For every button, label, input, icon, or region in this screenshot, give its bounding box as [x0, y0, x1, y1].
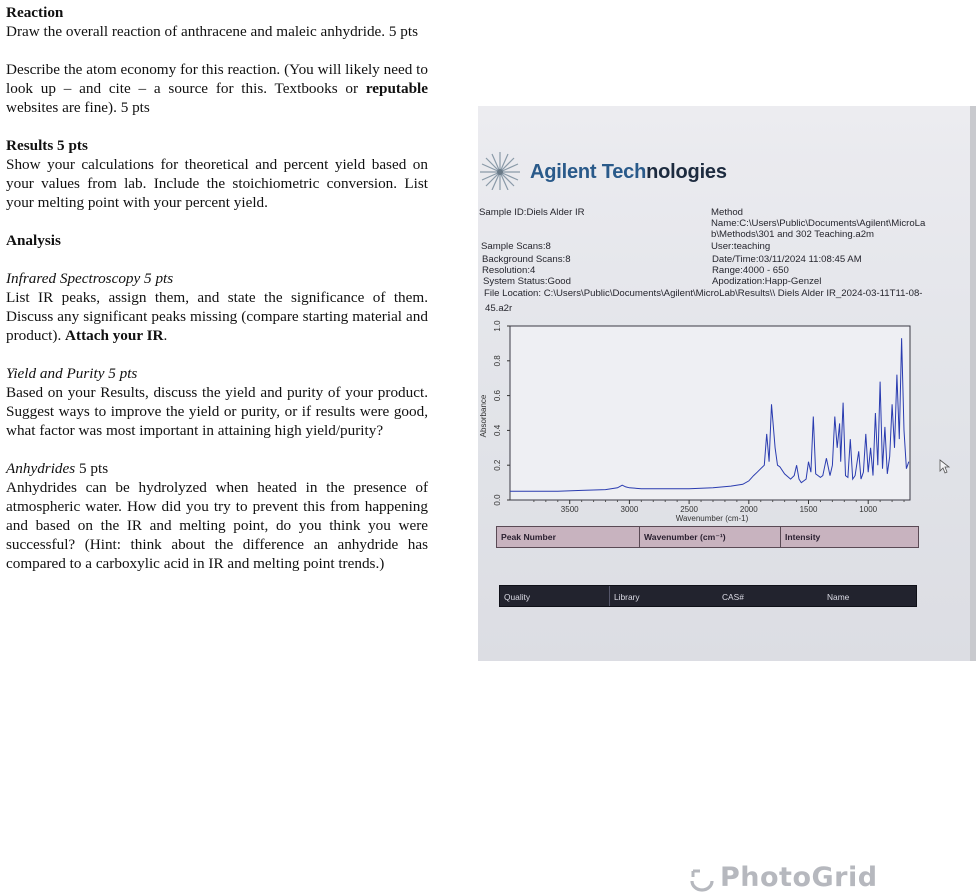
y-tick-label: 0.6: [493, 390, 502, 402]
ir-report-photo: [478, 106, 976, 661]
apodization: Apodization:Happ-Genzel: [712, 276, 822, 287]
sample-id: Sample ID:Diels Alder IR: [479, 207, 585, 218]
name-header: Name: [827, 592, 850, 602]
method-label: Method: [711, 207, 743, 218]
ir-prompt: [6, 288, 428, 345]
plot-frame: [510, 326, 910, 500]
range: Range:4000 - 650: [712, 265, 789, 276]
ir-spectrum-chart: [478, 311, 976, 526]
agilent-logo-text: Agilent Technologies: [530, 161, 727, 183]
x-tick-label: 3500: [560, 505, 579, 514]
library-header: Library: [614, 592, 640, 602]
x-axis-label: Wavenumber (cm-1): [675, 514, 749, 523]
x-tick-label: 2500: [680, 505, 699, 514]
reaction-heading: Reaction: [6, 4, 64, 21]
library-table-header: [499, 585, 917, 607]
x-tick-label: 2000: [739, 505, 758, 514]
x-tick-label: 3000: [620, 505, 639, 514]
y-tick-label: 1.0: [493, 320, 502, 332]
y-tick-label: 0.8: [493, 355, 502, 367]
date-time: Date/Time:03/11/2024 11:08:45 AM: [712, 254, 862, 265]
results-heading: Results 5 pts: [6, 137, 88, 154]
quality-header: Quality: [500, 586, 610, 606]
atom-economy-text: Describe the atom economy for this reaction. (You will likely need to look up – and cite – a source for this. Textbooks or: [6, 61, 428, 97]
ir-prompt-end: .: [163, 327, 168, 344]
y-tick-label: 0.0: [493, 494, 502, 506]
peak-table-header: [496, 526, 919, 548]
file-location: File Location: C:\Users\Public\Documents\Agilent\MicroLab\Results\\ Diels Alder IR_2024-03-11T11-08-: [484, 288, 923, 299]
ir-prompt-text: List IR peaks, assign them, and state the significance of them. Discuss any significant peaks missing (compare starting material and product).: [6, 289, 428, 344]
results-prompt: Show your calculations for theoretical and percent yield based on your values from lab. Include the stoichiometric conversion. List your melting point with your percent yield.: [6, 156, 428, 211]
anhydrides-pts: 5 pts: [78, 460, 109, 477]
y-tick-label: 0.4: [493, 424, 502, 436]
intensity-header: Intensity: [785, 532, 821, 542]
background-scans: Background Scans:8: [482, 254, 571, 265]
assignment-text: [6, 3, 428, 573]
anhydrides-prompt: Anhydrides can be hydrolyzed when heated in the presence of atmospheric water. How did you try to prevent this from happening and based on the IR and melting point, do you think you were successful? (Hint: think about the difference an anhydride has compared to a carboxylic acid in IR and melting point trends.): [6, 479, 428, 572]
method-name-1: Name:C:\Users\Public\Documents\Agilent\MicroLa: [711, 218, 926, 229]
yield-prompt: Based on your Results, discuss the yield and purity of your product. Suggest ways to improve the yield or purity, or if results were good, what factor was most important in attaining high yield/purity?: [6, 384, 428, 439]
file-location-2: 45.a2r: [485, 303, 513, 314]
ir-heading: Infrared Spectroscopy 5 pts: [6, 270, 174, 287]
anhydrides-heading-line: [6, 459, 428, 478]
yield-heading: Yield and Purity 5 pts: [6, 365, 138, 382]
photogrid-watermark: PhotoGrid: [720, 862, 878, 893]
x-tick-label: 1000: [859, 505, 878, 514]
peak-number-header: Peak Number: [497, 527, 640, 547]
y-tick-label: 0.2: [493, 459, 502, 471]
cas-header: CAS#: [722, 592, 744, 602]
atom-economy-prompt: [6, 60, 428, 117]
user: User:teaching: [711, 241, 771, 252]
mouse-cursor-icon: [939, 459, 951, 475]
wavenumber-header: Wavenumber (cm⁻¹): [640, 527, 781, 547]
sample-scans: Sample Scans:8: [481, 241, 551, 252]
analysis-heading: Analysis: [6, 232, 61, 249]
reaction-prompt: Draw the overall reaction of anthracene and maleic anhydride. 5 pts: [6, 23, 418, 40]
ir-prompt-bold: Attach your IR: [65, 327, 164, 344]
method-name-2: b\Methods\301 and 302 Teaching.a2m: [711, 229, 875, 240]
y-axis-label: Absorbance: [479, 394, 488, 438]
atom-economy-rest: websites are fine). 5 pts: [6, 99, 150, 116]
x-tick-label: 1500: [799, 505, 818, 514]
atom-economy-bold: reputable: [365, 80, 428, 97]
system-status: System Status:Good: [483, 276, 571, 287]
resolution: Resolution:4: [482, 265, 536, 276]
anhydrides-heading: Anhydrides: [6, 460, 76, 477]
